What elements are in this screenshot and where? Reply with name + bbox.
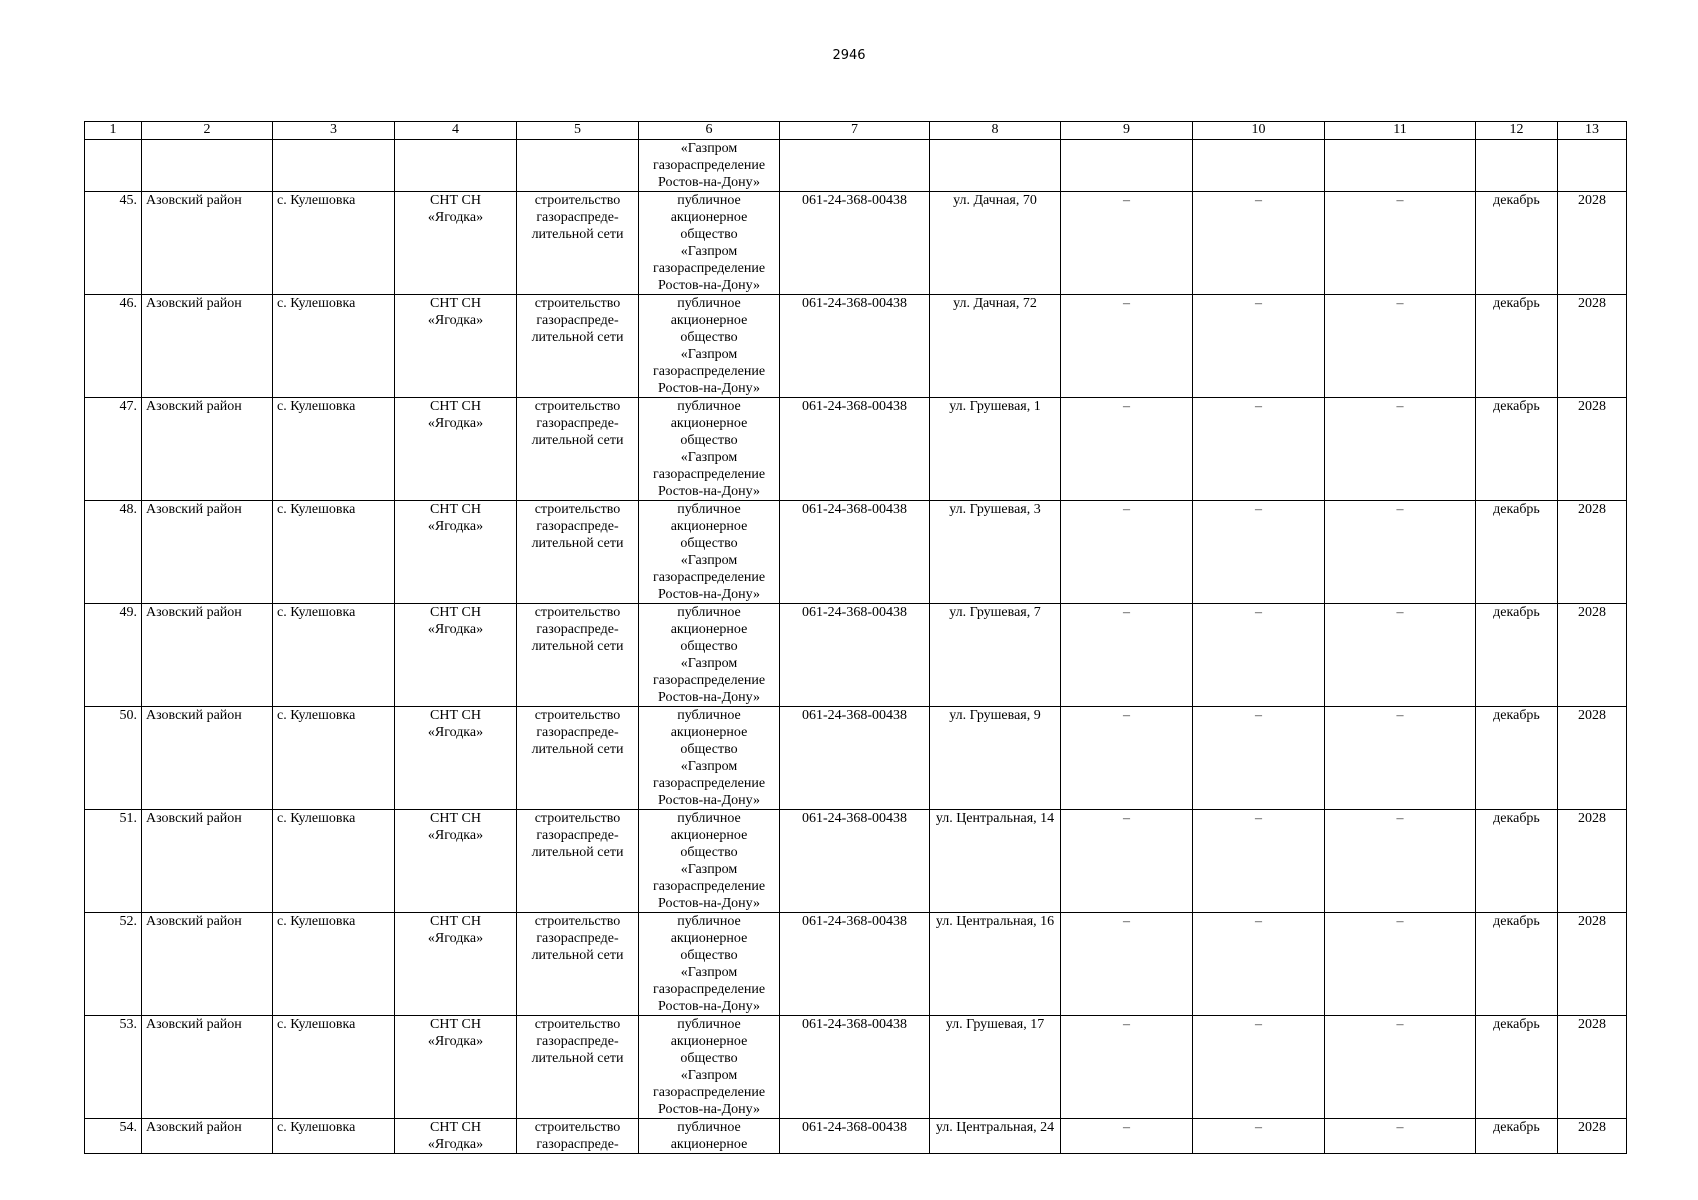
settlement-cell: с. Кулешовка: [273, 707, 395, 810]
column-10-cell: –: [1193, 810, 1325, 913]
column-9-cell: –: [1061, 810, 1193, 913]
work-type-cell: строительство газораспреде-: [517, 1119, 639, 1154]
table-row: [85, 913, 1627, 1016]
column-header: 7: [780, 122, 930, 140]
column-header: 13: [1558, 122, 1627, 140]
object-cell: СНТ СН «Ягодка»: [395, 1016, 517, 1119]
column-9-cell: –: [1061, 295, 1193, 398]
year-cell: 2028: [1558, 707, 1627, 810]
district-cell: Азовский район: [142, 604, 273, 707]
work-type-cell: строительство газораспреде- лительной сети: [517, 604, 639, 707]
work-type-cell: строительство газораспреде- лительной сети: [517, 707, 639, 810]
year-cell: 2028: [1558, 1016, 1627, 1119]
column-10-cell: –: [1193, 501, 1325, 604]
year-cell: 2028: [1558, 501, 1627, 604]
column-10-cell: –: [1193, 398, 1325, 501]
organization-cell: «Газпром газораспределение Ростов-на-Дону»: [639, 140, 780, 192]
settlement-cell: с. Кулешовка: [273, 398, 395, 501]
address-cell: ул. Грушевая, 17: [930, 1016, 1061, 1119]
work-type-cell: строительство газораспреде- лительной сети: [517, 192, 639, 295]
column-header: 4: [395, 122, 517, 140]
table-row: [85, 501, 1627, 604]
registration-code-cell: 061-24-368-00438: [780, 810, 930, 913]
column-9-cell: –: [1061, 1119, 1193, 1154]
column-header: 3: [273, 122, 395, 140]
address-cell: ул. Центральная, 16: [930, 913, 1061, 1016]
column-11-cell: –: [1325, 398, 1476, 501]
object-cell: СНТ СН «Ягодка»: [395, 913, 517, 1016]
district-cell: Азовский район: [142, 707, 273, 810]
column-11-cell: –: [1325, 604, 1476, 707]
district-cell: Азовский район: [142, 1119, 273, 1154]
table-row: [85, 707, 1627, 810]
district-cell: Азовский район: [142, 810, 273, 913]
address-cell: ул. Центральная, 14: [930, 810, 1061, 913]
object-cell: СНТ СН «Ягодка»: [395, 707, 517, 810]
column-number-row: [85, 122, 1627, 140]
year-cell: 2028: [1558, 192, 1627, 295]
row-number-cell: 54.: [85, 1119, 142, 1154]
table-row: [85, 1119, 1627, 1154]
organization-cell: публичное акционерное: [639, 1119, 780, 1154]
column-11-cell: –: [1325, 1119, 1476, 1154]
row-number-cell: 52.: [85, 913, 142, 1016]
object-cell: СНТ СН «Ягодка»: [395, 501, 517, 604]
district-cell: Азовский район: [142, 913, 273, 1016]
column-11-cell: –: [1325, 501, 1476, 604]
settlement-cell: с. Кулешовка: [273, 192, 395, 295]
address-cell: ул. Грушевая, 9: [930, 707, 1061, 810]
column-9-cell: –: [1061, 707, 1193, 810]
object-cell: СНТ СН «Ягодка»: [395, 604, 517, 707]
object-cell: СНТ СН «Ягодка»: [395, 295, 517, 398]
address-cell: ул. Центральная, 24: [930, 1119, 1061, 1154]
column-9-cell: –: [1061, 501, 1193, 604]
object-cell: СНТ СН «Ягодка»: [395, 810, 517, 913]
column-header: 1: [85, 122, 142, 140]
table-row: [85, 295, 1627, 398]
address-cell: ул. Дачная, 70: [930, 192, 1061, 295]
settlement-cell: с. Кулешовка: [273, 1119, 395, 1154]
registration-code-cell: 061-24-368-00438: [780, 192, 930, 295]
row-number-cell: 50.: [85, 707, 142, 810]
column-11-cell: –: [1325, 913, 1476, 1016]
column-11-cell: –: [1325, 295, 1476, 398]
column-10-cell: –: [1193, 1016, 1325, 1119]
work-type-cell: строительство газораспреде- лительной сети: [517, 501, 639, 604]
table-row: [85, 604, 1627, 707]
registration-code-cell: 061-24-368-00438: [780, 398, 930, 501]
month-cell: декабрь: [1476, 1119, 1558, 1154]
registration-code-cell: 061-24-368-00438: [780, 913, 930, 1016]
registration-code-cell: 061-24-368-00438: [780, 1119, 930, 1154]
column-9-cell: –: [1061, 398, 1193, 501]
month-cell: декабрь: [1476, 192, 1558, 295]
column-header: 12: [1476, 122, 1558, 140]
registration-code-cell: 061-24-368-00438: [780, 707, 930, 810]
table-row: [85, 810, 1627, 913]
address-cell: ул. Грушевая, 1: [930, 398, 1061, 501]
settlement-cell: с. Кулешовка: [273, 604, 395, 707]
organization-cell: публичное акционерное общество «Газпром газораспределение Ростов-на-Дону»: [639, 604, 780, 707]
column-11-cell: –: [1325, 192, 1476, 295]
district-cell: Азовский район: [142, 398, 273, 501]
row-number-cell: 46.: [85, 295, 142, 398]
registration-code-cell: 061-24-368-00438: [780, 604, 930, 707]
organization-cell: публичное акционерное общество «Газпром газораспределение Ростов-на-Дону»: [639, 501, 780, 604]
month-cell: декабрь: [1476, 604, 1558, 707]
column-header: 8: [930, 122, 1061, 140]
registration-code-cell: 061-24-368-00438: [780, 295, 930, 398]
month-cell: декабрь: [1476, 501, 1558, 604]
organization-cell: публичное акционерное общество «Газпром газораспределение Ростов-на-Дону»: [639, 398, 780, 501]
column-10-cell: –: [1193, 1119, 1325, 1154]
organization-cell: публичное акционерное общество «Газпром газораспределение Ростов-на-Дону»: [639, 913, 780, 1016]
year-cell: 2028: [1558, 1119, 1627, 1154]
address-cell: ул. Грушевая, 7: [930, 604, 1061, 707]
column-header: 5: [517, 122, 639, 140]
column-10-cell: –: [1193, 707, 1325, 810]
table-row-continuation: [85, 140, 1627, 192]
object-cell: СНТ СН «Ягодка»: [395, 1119, 517, 1154]
month-cell: декабрь: [1476, 913, 1558, 1016]
settlement-cell: с. Кулешовка: [273, 295, 395, 398]
row-number-cell: 45.: [85, 192, 142, 295]
column-9-cell: –: [1061, 604, 1193, 707]
object-cell: СНТ СН «Ягодка»: [395, 192, 517, 295]
address-cell: ул. Грушевая, 3: [930, 501, 1061, 604]
settlement-cell: с. Кулешовка: [273, 913, 395, 1016]
object-cell: СНТ СН «Ягодка»: [395, 398, 517, 501]
month-cell: декабрь: [1476, 1016, 1558, 1119]
row-number-cell: 51.: [85, 810, 142, 913]
column-9-cell: –: [1061, 192, 1193, 295]
organization-cell: публичное акционерное общество «Газпром газораспределение Ростов-на-Дону»: [639, 192, 780, 295]
address-cell: ул. Дачная, 72: [930, 295, 1061, 398]
district-cell: Азовский район: [142, 1016, 273, 1119]
district-cell: Азовский район: [142, 295, 273, 398]
year-cell: 2028: [1558, 604, 1627, 707]
settlement-cell: с. Кулешовка: [273, 1016, 395, 1119]
column-9-cell: –: [1061, 913, 1193, 1016]
row-number-cell: 53.: [85, 1016, 142, 1119]
district-cell: Азовский район: [142, 192, 273, 295]
settlement-cell: с. Кулешовка: [273, 810, 395, 913]
organization-cell: публичное акционерное общество «Газпром газораспределение Ростов-на-Дону»: [639, 707, 780, 810]
row-number-cell: 47.: [85, 398, 142, 501]
table-row: [85, 398, 1627, 501]
organization-cell: публичное акционерное общество «Газпром газораспределение Ростов-на-Дону»: [639, 810, 780, 913]
table-row: [85, 1016, 1627, 1119]
row-number-cell: 48.: [85, 501, 142, 604]
table-row: [85, 192, 1627, 295]
work-type-cell: строительство газораспреде- лительной сети: [517, 913, 639, 1016]
column-10-cell: –: [1193, 295, 1325, 398]
month-cell: декабрь: [1476, 810, 1558, 913]
column-10-cell: –: [1193, 604, 1325, 707]
year-cell: 2028: [1558, 398, 1627, 501]
month-cell: декабрь: [1476, 707, 1558, 810]
organization-cell: публичное акционерное общество «Газпром газораспределение Ростов-на-Дону»: [639, 295, 780, 398]
work-type-cell: строительство газораспреде- лительной сети: [517, 1016, 639, 1119]
organization-cell: публичное акционерное общество «Газпром газораспределение Ростов-на-Дону»: [639, 1016, 780, 1119]
year-cell: 2028: [1558, 810, 1627, 913]
column-header: 10: [1193, 122, 1325, 140]
column-header: 9: [1061, 122, 1193, 140]
registration-code-cell: 061-24-368-00438: [780, 501, 930, 604]
row-number-cell: 49.: [85, 604, 142, 707]
registration-code-cell: 061-24-368-00438: [780, 1016, 930, 1119]
column-11-cell: –: [1325, 1016, 1476, 1119]
column-header: 11: [1325, 122, 1476, 140]
column-9-cell: –: [1061, 1016, 1193, 1119]
month-cell: декабрь: [1476, 398, 1558, 501]
column-10-cell: –: [1193, 913, 1325, 1016]
column-11-cell: –: [1325, 707, 1476, 810]
column-header: 6: [639, 122, 780, 140]
district-cell: Азовский район: [142, 501, 273, 604]
year-cell: 2028: [1558, 913, 1627, 1016]
work-type-cell: строительство газораспреде- лительной сети: [517, 398, 639, 501]
settlement-cell: с. Кулешовка: [273, 501, 395, 604]
page-number: 2946: [832, 48, 866, 63]
work-type-cell: строительство газораспреде- лительной сети: [517, 810, 639, 913]
year-cell: 2028: [1558, 295, 1627, 398]
column-11-cell: –: [1325, 810, 1476, 913]
registry-table: [84, 121, 1627, 1154]
work-type-cell: строительство газораспреде- лительной сети: [517, 295, 639, 398]
column-header: 2: [142, 122, 273, 140]
column-10-cell: –: [1193, 192, 1325, 295]
month-cell: декабрь: [1476, 295, 1558, 398]
